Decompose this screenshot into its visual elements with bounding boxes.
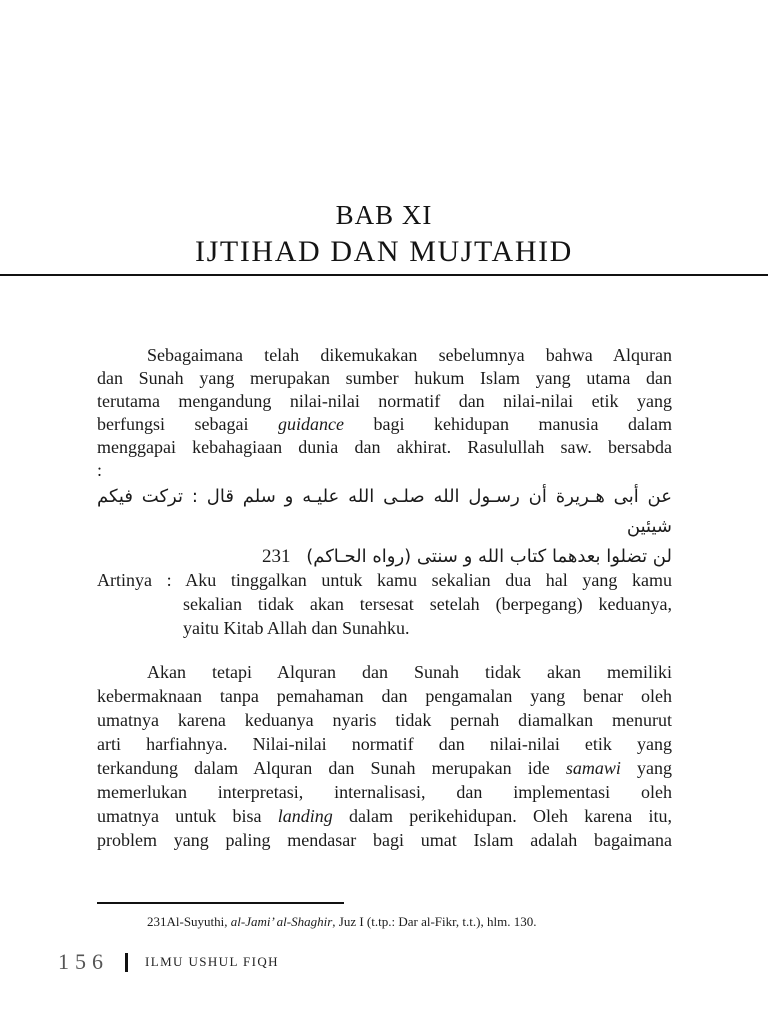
translation-line <box>97 568 672 592</box>
chapter-heading <box>0 197 768 271</box>
footnote-title: al-Jami’ al-Shaghir <box>230 914 333 929</box>
paragraph-line: : <box>97 460 103 480</box>
line-text: umatnya untuk bisa <box>97 806 278 826</box>
line-text: berfungsi sebagai <box>97 414 278 434</box>
italic-term: landing <box>277 806 333 826</box>
footnote-reference: 231 <box>261 546 291 567</box>
page-number: 156 <box>58 949 109 974</box>
paragraph-line: Akan tetapi Alquran dan Sunah tidak akan memiliki <box>147 662 672 682</box>
hadith-line: عن أبى هـريرة أن رسـول الله صلـى الله عليـه و سلم قال : تركت فيكم شيئين <box>97 486 672 537</box>
line-text: yang <box>620 758 672 778</box>
paragraph-line: kebermaknaan tanpa pemahaman dan pengamalan yang benar oleh <box>97 686 672 706</box>
chapter-number: BAB XI <box>335 200 433 230</box>
paragraph-line: terutama mengandung nilai-nilai normatif dan nilai-nilai etik yang <box>97 391 672 411</box>
paragraph-line <box>97 804 672 828</box>
heading-divider <box>0 274 768 276</box>
paragraph-line: Sebagaimana telah dikemukakan sebelumnya bahwa Alquran <box>147 345 672 365</box>
paragraph-line: memerlukan interpretasi, internalisasi, dan implementasi oleh <box>97 782 672 802</box>
footnote-divider <box>97 902 344 904</box>
translation-label: Artinya : <box>97 570 172 590</box>
translation-line: yaitu Kitab Allah dan Sunahku. <box>183 618 410 638</box>
running-title: ILMU USHUL FIQH <box>145 954 279 969</box>
line-text: terkandung dalam Alquran dan Sunah merupakan ide <box>97 758 566 778</box>
paragraph-line: menggapai kebahagiaan dunia dan akhirat. Rasulullah saw. bersabda <box>97 437 672 457</box>
paragraph-line <box>97 413 672 436</box>
translation-text: Aku tinggalkan untuk kamu sekalian dua hal yang kamu <box>185 570 672 590</box>
paragraph-intro <box>97 344 672 482</box>
paragraph-line <box>97 756 672 780</box>
paragraph-line: dan Sunah yang merupakan sumber hukum Islam yang utama dan <box>97 368 672 388</box>
footnote <box>147 914 536 930</box>
italic-term: samawi <box>565 758 621 778</box>
footnote-number: 231 <box>147 914 167 929</box>
footnote-text: Al-Suyuthi, <box>166 914 231 929</box>
footer-divider <box>125 953 128 972</box>
chapter-title: IJTIHAD DAN MUJTAHID <box>195 235 573 268</box>
translation <box>97 568 672 640</box>
translation-line: sekalian tidak akan tersesat setelah (berpegang) keduanya, <box>183 594 672 614</box>
line-text: dalam perikehidupan. Oleh karena itu, <box>332 806 672 826</box>
footnote-text: , Juz I (t.tp.: Dar al-Fikr, t.t.), hlm. 130. <box>332 914 537 929</box>
hadith-text: لن تضلوا بعدهما كتاب الله و سنتى (رواه الحـاكم) <box>306 546 672 567</box>
italic-term: guidance <box>278 414 344 434</box>
line-text: bagi kehidupan manusia dalam <box>343 414 672 434</box>
paragraph-body <box>97 660 672 852</box>
paragraph-line: arti harfiahnya. Nilai-nilai normatif dan nilai-nilai etik yang <box>97 734 672 754</box>
hadith-arabic <box>97 482 672 572</box>
paragraph-line: umatnya karena keduanya nyaris tidak pernah diamalkan menurut <box>97 710 672 730</box>
paragraph-line: problem yang paling mendasar bagi umat Islam adalah bagaimana <box>97 830 672 850</box>
